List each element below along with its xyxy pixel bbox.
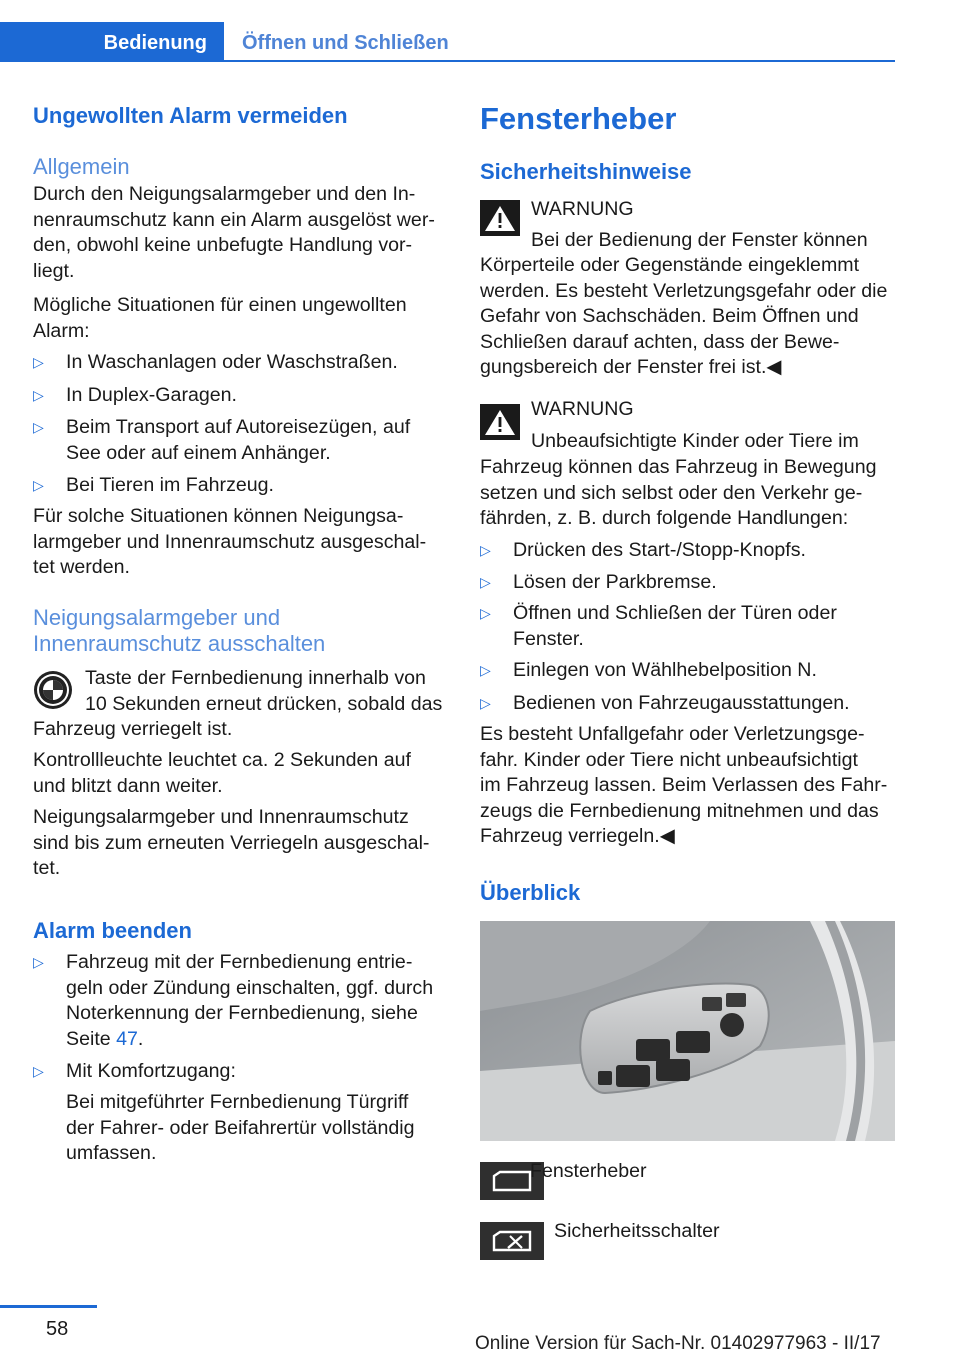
paragraph-kontrollleuchte: Kontrollleuchte leuchtet ca. 2 Sekunden auf und blitzt dann weiter. xyxy=(33,749,411,797)
page-number-rule xyxy=(0,1305,97,1308)
safety-switch-icon xyxy=(480,1222,544,1260)
list-item: ▷ In Duplex-Garagen. xyxy=(33,384,237,406)
warning-2-text: Fahrzeug können das Fahrzeug in Bewegung setzen und sich selbst oder den Verkehr ge‐ fährden, z. B. durch folgende Handlungen: xyxy=(480,456,877,530)
warning-2-label: WARNUNG xyxy=(531,398,634,420)
list-item: ▷ Lösen der Parkbremse. xyxy=(480,571,717,593)
tab-bedienung[interactable]: Bedienung xyxy=(0,22,224,62)
key-text-continued: Fahrzeug verriegelt ist. xyxy=(33,718,233,740)
tab-oeffnen-schliessen[interactable]: Öffnen und Schließen xyxy=(242,32,449,54)
key-text: Taste der Fernbedienung innerhalb von 10 Sekunden erneut drücken, sobald das xyxy=(85,667,443,715)
list-item: ▷ Bei Tieren im Fahrzeug. xyxy=(33,474,275,496)
chapter-tabbar xyxy=(0,22,895,62)
door-switch-panel-photo xyxy=(480,921,895,1141)
legend-fensterheber: Fensterheber xyxy=(530,1160,647,1182)
list-item: ▷ Drücken des Start-/Stopp-Knopfs. xyxy=(480,539,806,561)
komfortzugang-text: Bei mitgeführter Fernbedienung Türgriff der Fahrer- oder Beifahrertür vollständig umfassen. xyxy=(66,1091,415,1165)
online-version-footer: Online Version für Sach-Nr. 01402977963 - II/17 xyxy=(475,1333,881,1354)
list-item: ▷ Mit Komfortzugang: xyxy=(33,1060,236,1082)
paragraph-ausgeschaltet: Neigungsalarmgeber und Innenraumschutz sind bis zum erneuten Verriegeln ausgeschal‐ tet. xyxy=(33,806,430,880)
paragraph-allgemein-3: Für solche Situationen können Neigungsa‐ larmgeber und Innenraumschutz ausgeschal‐ tet werden. xyxy=(33,505,427,579)
warning-2-first-line: Unbeaufsichtigte Kinder oder Tiere im xyxy=(531,430,859,452)
list-item: ▷ Beim Transport auf Autoreisezügen, auf See oder auf einem Anhänger. xyxy=(33,416,411,464)
warning-triangle-icon xyxy=(480,404,520,440)
paragraph-allgemein-2: Mögliche Situationen für einen ungewollten Alarm: xyxy=(33,294,407,342)
paragraph-allgemein-1: Durch den Neigungsalarmgeber und den In‐ nenraumschutz kann ein Alarm ausgelöst wer‐ den, obwohl keine unbefugte Handlung vor‐ liegt. xyxy=(33,183,435,282)
warning-1-first-line: Bei der Bedienung der Fenster können xyxy=(531,229,868,251)
subheading-ueberblick: Überblick xyxy=(480,880,581,905)
subheading-sicherheitshinweise: Sicherheitshinweise xyxy=(480,159,692,184)
list-item: ▷ Öffnen und Schließen der Türen oder Fenster. xyxy=(480,602,837,650)
page-link[interactable]: 47 xyxy=(116,1027,138,1050)
list-item: ▷ In Waschanlagen oder Waschstraßen. xyxy=(33,351,398,373)
section-title-fensterheber: Fensterheber xyxy=(480,101,677,136)
warning-2-after-text: Es besteht Unfallgefahr oder Verletzungsge‐ fahr. Kinder oder Tiere nicht unbeaufsichtigt im Fahrzeug lassen. Beim Verlassen des Fahr‐ zeugs die Fernbedienung mitnehmen und das Fahrzeug verriegeln.◀ xyxy=(480,723,888,848)
subheading-alarm-beenden: Alarm beenden xyxy=(33,918,192,943)
page-number: 58 xyxy=(46,1318,69,1340)
subheading-ausschalten: Neigungsalarmgeber und Innenraumschutz ausschalten xyxy=(33,605,326,656)
warning-1-label: WARNUNG xyxy=(531,198,634,220)
bmw-key-icon xyxy=(33,670,73,710)
list-item: ▷ Fahrzeug mit der Fernbedienung entrie‐ geln oder Zündung einschalten, ggf. durch Noterkennung der Fernbedienung, siehe Seite 47. xyxy=(33,951,434,1050)
legend-sicherheitsschalter: Sicherheitsschalter xyxy=(554,1220,720,1242)
list-item: ▷ Einlegen von Wählhebelposition N. xyxy=(480,659,817,681)
list-item: ▷ Bedienen von Fahrzeugausstattungen. xyxy=(480,692,850,714)
warning-1-text: Körperteile oder Gegenstände eingeklemmt werden. Es besteht Verletzungsgefahr oder die Gefahr von Sachschäden. Beim Öffnen und Schließen darauf achten, dass der Bewe‐ gungsbereich der Fenster frei ist.◀ xyxy=(480,254,888,379)
subheading-allgemein: Allgemein xyxy=(33,154,130,179)
warning-triangle-icon xyxy=(480,200,520,236)
section-title-ungewollter-alarm: Ungewollten Alarm vermeiden xyxy=(33,103,348,128)
